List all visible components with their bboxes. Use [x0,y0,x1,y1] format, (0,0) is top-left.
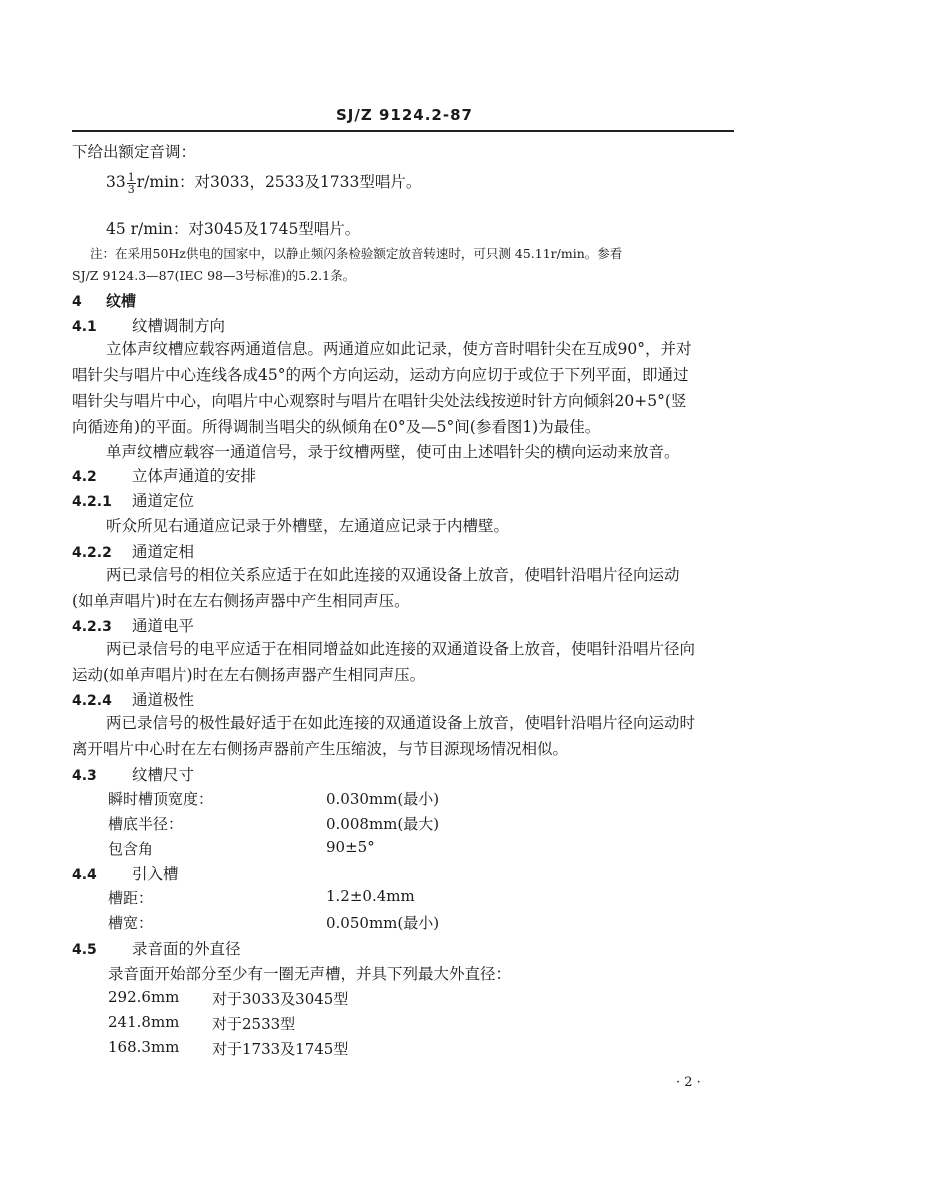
section-4-2-2-text [72,562,744,614]
section-number: 4.4 [72,867,97,883]
section-4-2-3-text [72,636,744,688]
section-4-1-paragraph-1 [72,336,744,440]
diameter-desc: 对于3033及3045型 [212,990,349,1008]
text-line: 两已录信号的相位关系应适于在如此连接的双通设备上放音，使唱针沿唱片径向运动 [106,566,680,584]
section-4-2-heading [72,464,256,486]
section-4-heading [72,290,136,311]
diameter-value: 292.6mm [108,988,180,1006]
section-title: 通道定位 [132,492,195,510]
section-title: 引入槽 [132,865,179,883]
text-line: 立体声纹槽应载容两通道信息。两通道应如此记录，使方音时唱针尖在互成90°，并对 [106,340,692,358]
section-title: 立体声通道的安排 [132,467,257,485]
section-4-2-4-text [72,710,744,762]
text-line: 离开唱片中心时在左右侧扬声器前产生压缩波，与节目源现场情况相似。 [72,740,569,758]
section-number: 4.2.4 [72,693,112,709]
section-4-2-2-heading [72,540,194,562]
diameter-desc: 对于1733及1745型 [212,1040,349,1058]
section-number: 4.2.3 [72,619,112,635]
section-4-5-heading [72,937,241,959]
section-title: 纹槽尺寸 [132,766,195,784]
section-4-1-paragraph-2: 单声纹槽应载容一通道信号，录于纹槽两壁，使可由上述唱针尖的横向运动来放音。 [106,443,680,461]
dimension-value: 0.008mm(最大) [326,815,440,833]
section-4-3-heading [72,763,194,785]
section-number: 4.2 [72,469,97,485]
section-title: 通道电平 [132,617,195,635]
standard-code-header: SJ/Z 9124.2-87 [336,106,473,124]
text-line: 唱针尖与唱片中心连线各成45°的两个方向运动，运动方向应切于或位于下列平面，即通过 [72,366,689,384]
speed1-denominator: 3 [127,182,135,196]
section-4-2-1-heading [72,489,194,511]
text-line: 两已录信号的电平应适于在相同增益如此连接的双通道设备上放音，使唱针沿唱片径向 [106,640,696,658]
dimension-label: 包含角 [108,840,154,858]
diameter-value: 241.8mm [108,1013,180,1031]
speed1-whole: 33 [106,173,126,191]
section-4-5-intro: 录音面开始部分至少有一圈无声槽，并具下列最大外直径： [108,965,512,983]
speed1-numerator: 1 [127,170,135,184]
dimension-value: 90±5° [326,838,375,856]
section-number: 4 [72,294,82,310]
section-title: 纹槽 [106,292,137,310]
text-line: 运动(如单声唱片)时在左右侧扬声器产生相同声压。 [72,666,426,684]
section-number: 4.2.2 [72,545,112,561]
text-line: (如单声唱片)时在左右侧扬声器中产生相同声压。 [72,592,410,610]
dimension-value: 1.2±0.4mm [326,887,415,905]
text-line: 两已录信号的极性最好适于在如此连接的双通道设备上放音，使唱针沿唱片径向运动时 [106,714,696,732]
dimension-label: 槽底半径： [108,815,184,833]
dimension-value: 0.030mm(最小) [326,790,440,808]
rated-speed-2: 45 r/min：对3045及1745型唱片。 [106,220,361,238]
dimension-label: 瞬时槽顶宽度： [108,790,214,808]
section-4-4-heading [72,862,179,884]
note-line-1: 注：在采用50Hz供电的国家中，以静止频闪条检验额定放音转速时，可只测 45.11r/min。参看 [90,246,623,261]
section-4-2-3-heading [72,614,194,636]
section-number: 4.1 [72,319,97,335]
text-line: 唱针尖与唱片中心，向唱片中心观察时与唱片在唱针尖处法线按逆时针方向倾斜20+5°(竖 [72,392,687,410]
speed1-rest: r/min：对3033，2533及1733型唱片。 [136,173,422,191]
intro-line: 下给出额定音调： [72,143,197,161]
diameter-value: 168.3mm [108,1038,180,1056]
speed1-fraction [127,172,136,195]
rated-speed-1 [106,170,421,195]
dimension-value: 0.050mm(最小) [326,914,440,932]
section-title: 通道定相 [132,543,195,561]
section-title: 纹槽调制方向 [132,317,226,335]
section-number: 4.2.1 [72,494,112,510]
section-4-2-4-heading [72,688,194,710]
section-number: 4.5 [72,942,97,958]
dimension-label: 槽距： [108,889,154,907]
diameter-desc: 对于2533型 [212,1015,296,1033]
text-line: 向循迹角)的平面。所得调制当唱尖的纵倾角在0°及—5°间(参看图1)为最佳。 [72,418,601,436]
dimension-label: 槽宽： [108,914,154,932]
section-title: 录音面的外直径 [132,940,241,958]
page-number: · 2 · [676,1075,701,1090]
section-title: 通道极性 [132,691,195,709]
note-line-2: SJ/Z 9124.3—87(IEC 98—3号标准)的5.2.1条。 [72,268,356,283]
section-4-1-heading [72,314,225,336]
section-number: 4.3 [72,768,97,784]
header-rule [72,130,734,132]
section-4-2-1-text: 听众所见右通道应记录于外槽壁，左通道应记录于内槽壁。 [106,517,510,535]
